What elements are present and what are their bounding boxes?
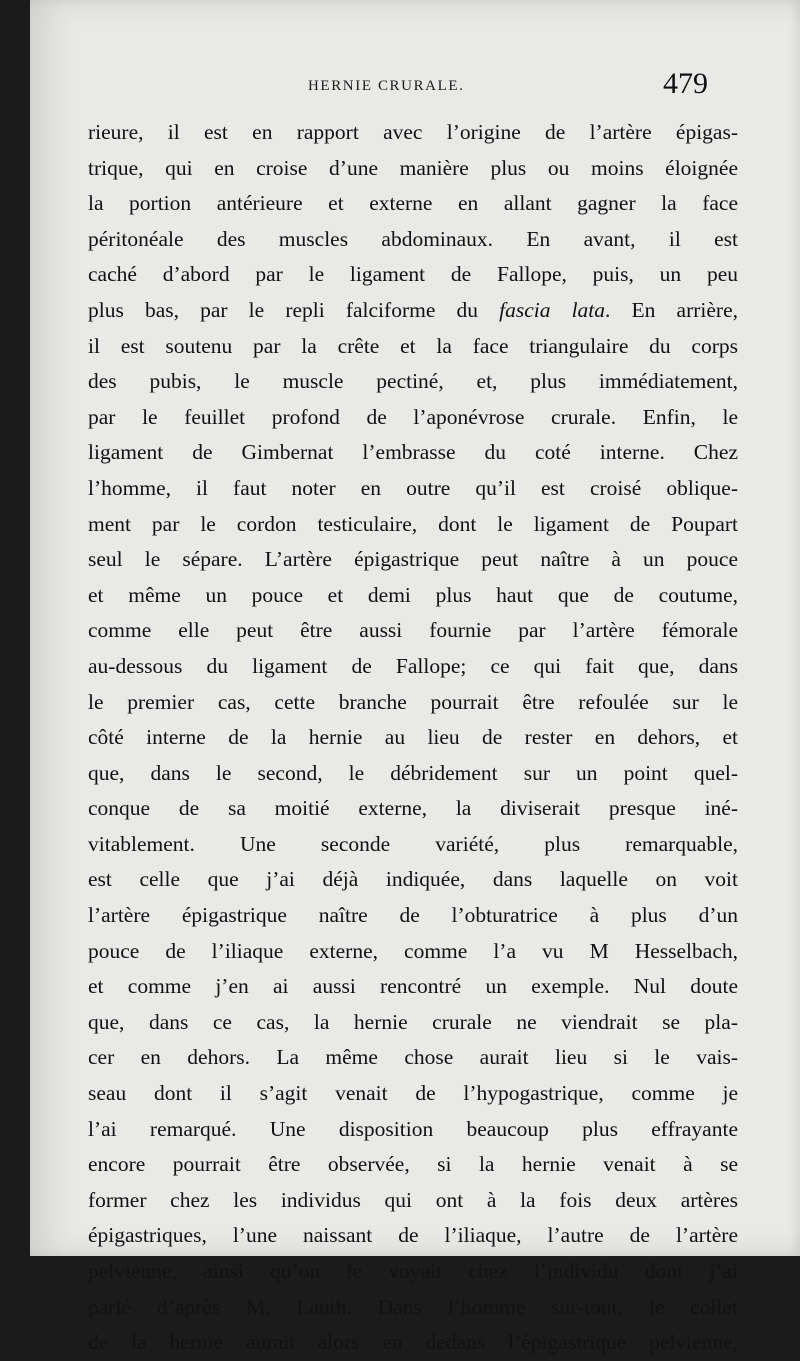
text-line: conque de sa moitié externe, la diviserait presque iné- — [88, 796, 738, 821]
page-header — [30, 68, 800, 108]
text-line: rieure, il est en rapport avec l’origine de l’artère épigas- — [88, 120, 738, 144]
text-line: l’homme, il faut noter en outre qu’il est croisé oblique- — [88, 475, 738, 500]
text-line: cer en dehors. La même chose aurait lieu si le vais- — [88, 1045, 738, 1070]
text-segment: . En arrière, — [605, 297, 738, 322]
text-line: l’ai remarqué. Une disposition beaucoup plus effrayante — [88, 1116, 738, 1141]
text-line: former chez les individus qui ont à la fois deux artères — [88, 1187, 738, 1212]
text-line: des pubis, le muscle pectiné, et, plus immédiatement, — [88, 369, 738, 394]
text-line — [88, 293, 738, 329]
text-line: que, dans ce cas, la hernie crurale ne viendrait se pla- — [88, 1009, 738, 1034]
text-line: la portion antérieure et externe en allant gagner la face — [88, 191, 738, 216]
text-line: côté interne de la hernie au lieu de rester en dehors, et — [88, 725, 738, 750]
page-number: 479 — [663, 67, 708, 100]
text-line: pouce de l’iliaque externe, comme l’a vu M Hesselbach, — [88, 938, 738, 963]
text-line: épigastriques, l’une naissant de l’iliaque, l’autre de l’artère — [88, 1223, 738, 1248]
text-line: et même un pouce et demi plus haut que de coutume, — [88, 582, 738, 607]
text-line: par le feuillet profond de l’aponévrose crurale. Enfin, le — [88, 404, 738, 429]
text-line: ligament de Gimbernat l’embrasse du coté interne. Chez — [88, 440, 738, 465]
text-line: il est soutenu par la crête et la face triangulaire du corps — [88, 333, 738, 358]
text-segment: plus bas, par le repli falciforme du — [88, 297, 500, 322]
text-line: est celle que j’ai déjà indiquée, dans laquelle on voit — [88, 867, 738, 892]
running-title: HERNIE CRURALE. — [308, 78, 465, 94]
text-line: que, dans le second, le débridement sur un point quel- — [88, 760, 738, 785]
italic-term: fascia lata — [499, 297, 606, 322]
text-line: encore pourrait être observée, si la hernie venait à se — [88, 1152, 738, 1177]
text-line: vitablement. Une seconde variété, plus remarquable, — [88, 831, 738, 856]
text-line: péritonéale des muscles abdominaux. En avant, il est — [88, 226, 738, 251]
text-line: parlé d’après M. Lauth. Dans l’homme sur-tout, le collet — [88, 1294, 738, 1319]
text-line: seau dont il s’agit venait de l’hypogastrique, comme je — [88, 1081, 738, 1106]
text-line: trique, qui en croise d’une manière plus ou moins éloignée — [88, 155, 738, 180]
text-line: l’artère épigastrique naître de l’obturatrice à plus d’un — [88, 903, 738, 928]
text-line: au-dessous du ligament de Fallope; ce qui fait que, dans — [88, 653, 738, 678]
text-line: ment par le cordon testiculaire, dont le ligament de Poupart — [88, 511, 738, 536]
book-page — [30, 0, 800, 1355]
text-line: de la hernie aurait alors en dedans l’épigastrique pelvienne, — [88, 1330, 738, 1355]
text-line: seul le sépare. L’artère épigastrique peut naître à un pouce — [88, 547, 738, 572]
body-text — [88, 115, 738, 1361]
text-line: caché d’abord par le ligament de Fallope, puis, un peu — [88, 262, 738, 287]
text-line: comme elle peut être aussi fournie par l’artère fémorale — [88, 618, 738, 643]
text-line: pelvienne, ainsi qu’on le voyait chez l’individu dont j’ai — [88, 1259, 738, 1283]
text-line: et comme j’en ai aussi rencontré un exemple. Nul doute — [88, 974, 738, 999]
text-line: le premier cas, cette branche pourrait être refoulée sur le — [88, 689, 738, 714]
